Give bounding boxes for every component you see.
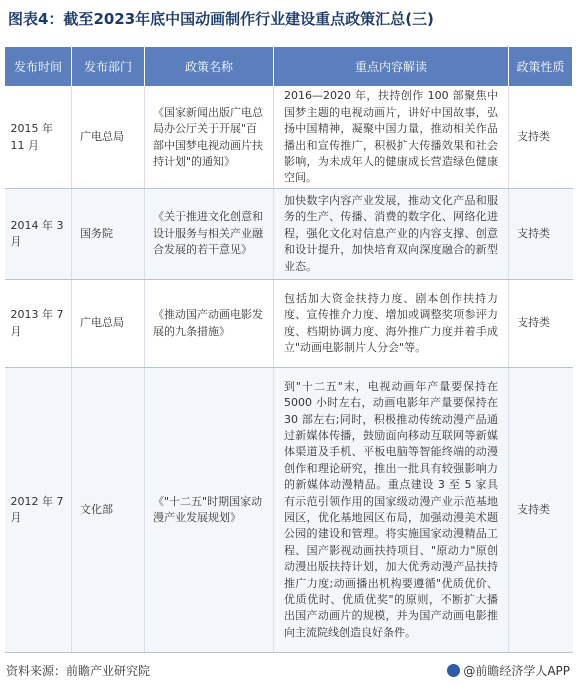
header-type: 政策性质 [509,47,573,87]
cell-dept: 广电总局 [72,280,145,368]
cell-content: 包括加大资金扶持力度、剧本创作扶持力度、宣传推介力度、增加或调整奖项参评力度、档期协调力度、海外推广力度并着手成立"动画电影制片人分会"等。 [274,280,509,368]
table-row [5,368,573,653]
cell-dept: 广电总局 [72,87,145,189]
table-row [5,280,573,368]
footer [6,660,570,680]
brand-credit [447,662,570,679]
cell-dept: 国务院 [72,189,145,280]
cell-type: 支持类 [509,189,573,280]
table-row [5,87,573,189]
cell-content: 2016—2020 年，扶持创作 100 部聚焦中国梦主题的电视动画片，讲好中国故事，弘扬中国精神，凝聚中国力量，推动相关作品播出和宣传推广，积极扩大传播效果和社会影响，为未成年人的健康成长营造绿色健康空间。 [274,87,509,189]
brand-logo-icon [447,664,460,677]
cell-policy-name: 《国家新闻出版广电总局办公厅关于开展"百部中国梦电视动画片扶持计划"的通知》 [145,87,274,189]
cell-policy-name: 《"十二五"时期国家动漫产业发展规划》 [145,368,274,653]
cell-type: 支持类 [509,368,573,653]
cell-policy-name: 《关于推进文化创意和设计服务与相关产业融合发展的若干意见》 [145,189,274,280]
cell-type: 支持类 [509,87,573,189]
brand-label: @前瞻经济学人APP [463,664,570,678]
cell-type: 支持类 [509,280,573,368]
header-name: 政策名称 [145,47,274,87]
cell-policy-name: 《推动国产动画电影发展的九条措施》 [145,280,274,368]
table-row [5,189,573,280]
header-dept: 发布部门 [72,47,145,87]
cell-time: 2015 年 11 月 [5,87,72,189]
header-time: 发布时间 [5,47,72,87]
header-content: 重点内容解读 [274,47,509,87]
table-header-row [5,47,573,87]
source-note: 资料来源：前瞻产业研究院 [6,664,151,678]
cell-content: 加快数字内容产业发展，推动文化产品和服务的生产、传播、消费的数字化、网络化进程，强化文化对信息产业的内容支撑、创意和设计提升，加快培育双向深度融合的新型业态。 [274,189,509,280]
page-title: 图表4：截至2023年底中国动画制作行业建设重点政策汇总(三) [8,10,434,28]
cell-content: 到"十二五"末，电视动画年产量要保持在 5000 小时左右，动画电影年产量要保持在 30 部左右;同时，积极推动传统动漫产品通过新媒体传播，鼓励面向移动互联网等新媒体渠道及手机、平板电脑等智能终端的动漫创作和理论研究，推出一批具有较强影响力的新媒体动漫精品。重点建设 3 至 5 家具有示范引领作用的国家级动漫产业示范基地园区，优化基地园区布局，加强动漫美术题公园的建设和管理。将实施国家动漫精品工程、国产影视动画扶持项目、"原动力"原创动漫出版扶持计划，加大优秀动漫产品扶持推广力度;动画播出机构要遵循"优质优价、优质优时、优质优奖"的原则，不断扩大播出国产动画片的规模，并为国产动画电影推向主流院线创造良好条件。 [274,368,509,653]
cell-time: 2012 年 7 月 [5,368,72,653]
cell-dept: 文化部 [72,368,145,653]
cell-time: 2013 年 7 月 [5,280,72,368]
cell-time: 2014 年 3 月 [5,189,72,280]
policy-table [4,46,573,653]
